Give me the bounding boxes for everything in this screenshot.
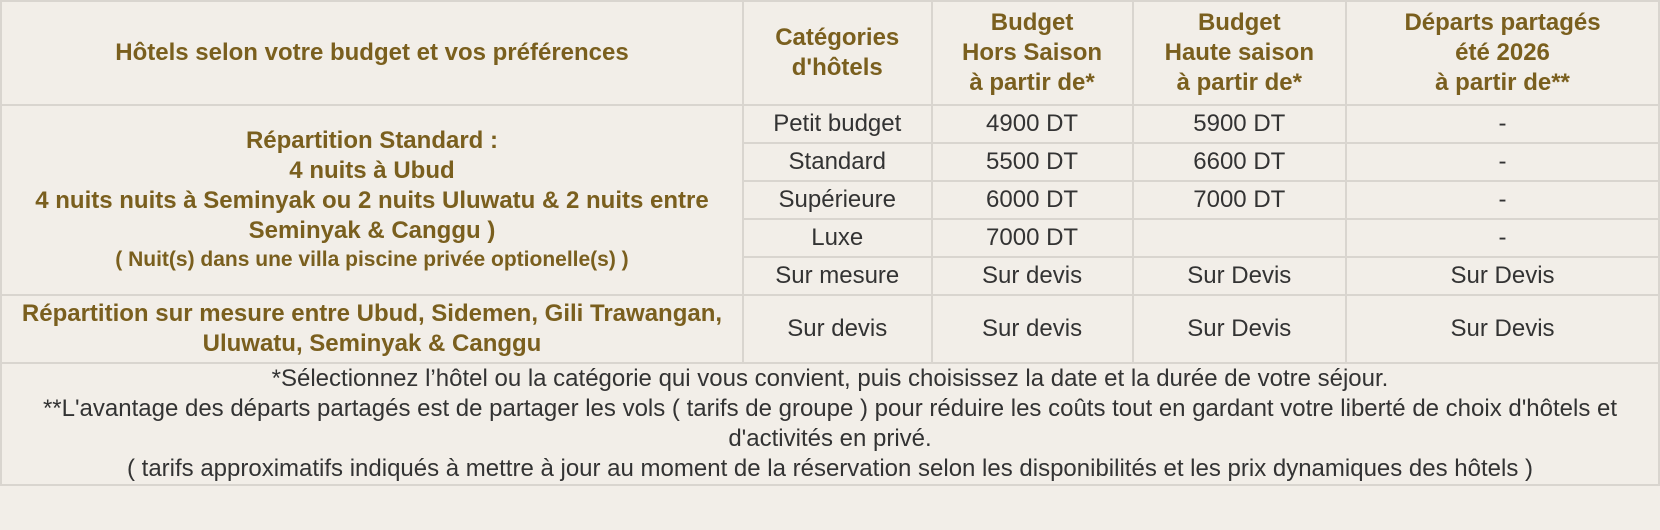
footnote-tarifs-approximatifs: ( tarifs approximatifs indiqués à mettre à jour au moment de la réservation selon les disponibilités et les prix dynamiques des hôtels )	[126, 455, 1533, 482]
price-departs-partages: -	[1346, 219, 1659, 257]
category-cell: Petit budget	[743, 105, 932, 143]
category-cell: Luxe	[743, 219, 932, 257]
group-standard-seminyak: 4 nuits nuits à Seminyak ou 2 nuits Uluwatu & 2 nuits entre Seminyak & Canggu )	[35, 187, 709, 244]
header-categories-line1: Catégories	[775, 24, 900, 51]
header-budget-haute-saison	[1133, 1, 1346, 105]
category-cell: Supérieure	[743, 181, 932, 219]
header-departs-line2: été 2026	[1455, 39, 1550, 66]
header-budget-hors-saison	[932, 1, 1133, 105]
table-row	[1, 105, 1659, 143]
footnote-departs-partages: **L'avantage des départs partagés est de partager les vols ( tarifs de groupe ) pour réduire les coûts tout en gardant votre liberté de choix d'hôtels et d'activités en privé.	[42, 395, 1618, 452]
footnotes-row	[1, 363, 1659, 485]
group-standard-note: ( Nuit(s) dans une villa piscine privée optionelle(s) )	[115, 248, 629, 271]
price-departs-partages: Sur Devis	[1346, 257, 1659, 295]
price-hors-saison: Sur devis	[932, 295, 1133, 363]
group-standard-ubud: 4 nuits à Ubud	[289, 157, 455, 184]
price-departs-partages: Sur Devis	[1346, 295, 1659, 363]
header-departs-line3: à partir de**	[1435, 69, 1570, 96]
header-hors-saison-line3: à partir de*	[969, 69, 1095, 96]
price-haute-saison: 6600 DT	[1133, 143, 1346, 181]
header-hotels-budget-text: Hôtels selon votre budget et vos préférences	[115, 39, 629, 66]
header-categories-line2: d'hôtels	[791, 54, 883, 81]
group-custom-description	[1, 295, 743, 363]
group-standard-description	[1, 105, 743, 295]
price-hors-saison: Sur devis	[932, 257, 1133, 295]
header-hors-saison-line1: Budget	[990, 9, 1074, 36]
table-row	[1, 295, 1659, 363]
price-hors-saison: 7000 DT	[932, 219, 1133, 257]
footnotes	[1, 363, 1659, 485]
category-cell: Sur mesure	[743, 257, 932, 295]
price-hors-saison: 6000 DT	[932, 181, 1133, 219]
price-hors-saison: 5500 DT	[932, 143, 1133, 181]
price-haute-saison: 7000 DT	[1133, 181, 1346, 219]
price-departs-partages: -	[1346, 143, 1659, 181]
group-custom-title: Répartition sur mesure entre Ubud, Sidemen, Gili Trawangan, Uluwatu, Seminyak & Canggu	[21, 300, 723, 357]
header-haute-saison-line1: Budget	[1197, 9, 1281, 36]
header-departs-line1: Départs partagés	[1404, 9, 1601, 36]
price-departs-partages: -	[1346, 181, 1659, 219]
header-haute-saison-line2: Haute saison	[1164, 39, 1314, 66]
header-hors-saison-line2: Hors Saison	[962, 39, 1103, 66]
price-departs-partages: -	[1346, 105, 1659, 143]
price-haute-saison: 5900 DT	[1133, 105, 1346, 143]
header-categories	[743, 1, 932, 105]
footnote-selection: *Sélectionnez l’hôtel ou la catégorie qui vous convient, puis choisissez la date et la durée de votre séjour.	[271, 365, 1389, 392]
header-hotels-budget	[1, 1, 743, 105]
price-haute-saison	[1133, 219, 1346, 257]
group-standard-title: Répartition Standard :	[245, 127, 498, 154]
price-hors-saison: 4900 DT	[932, 105, 1133, 143]
header-departs-partages	[1346, 1, 1659, 105]
price-haute-saison: Sur Devis	[1133, 295, 1346, 363]
header-haute-saison-line3: à partir de*	[1176, 69, 1302, 96]
price-haute-saison: Sur Devis	[1133, 257, 1346, 295]
category-cell: Sur devis	[743, 295, 932, 363]
category-cell: Standard	[743, 143, 932, 181]
header-row	[1, 1, 1659, 105]
